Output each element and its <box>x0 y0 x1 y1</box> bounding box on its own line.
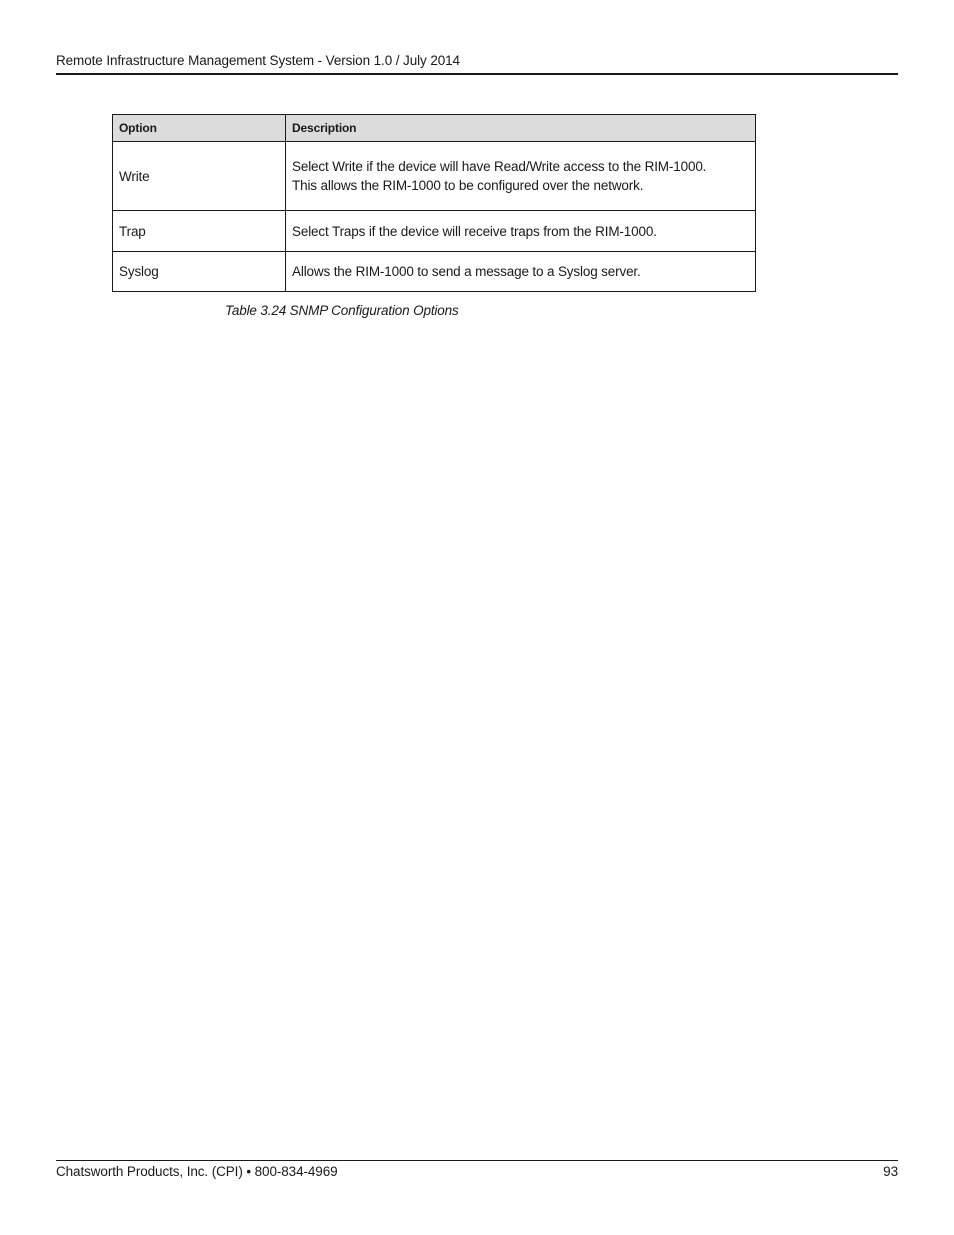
description-line: Select Write if the device will have Read/Write access to the RIM-1000. <box>292 159 707 174</box>
option-cell: Write <box>113 142 286 211</box>
description-cell <box>286 211 756 252</box>
description-line: Allows the RIM-1000 to send a message to a Syslog server. <box>292 264 641 279</box>
option-cell: Trap <box>113 211 286 252</box>
column-header-description: Description <box>286 115 756 142</box>
footer-company: Chatsworth Products, Inc. (CPI) • 800-834-4969 <box>56 1164 338 1179</box>
table-row <box>113 142 756 211</box>
table-row <box>113 211 756 252</box>
page-header <box>56 52 898 75</box>
page-number: 93 <box>883 1164 898 1179</box>
description-line: Select Traps if the device will receive traps from the RIM-1000. <box>292 223 657 239</box>
option-cell: Syslog <box>113 252 286 292</box>
description-cell <box>286 252 756 292</box>
snmp-options-table <box>112 114 756 292</box>
table-header-row <box>113 115 756 142</box>
description-cell <box>286 142 756 211</box>
table-row <box>113 252 756 292</box>
page-footer <box>56 1160 898 1181</box>
table-caption: Table 3.24 SNMP Configuration Options <box>225 303 459 318</box>
column-header-option: Option <box>113 115 286 142</box>
header-title: Remote Infrastructure Management System - Version 1.0 / July 2014 <box>56 53 460 68</box>
description-line: This allows the RIM-1000 to be configured over the network. <box>292 178 644 193</box>
